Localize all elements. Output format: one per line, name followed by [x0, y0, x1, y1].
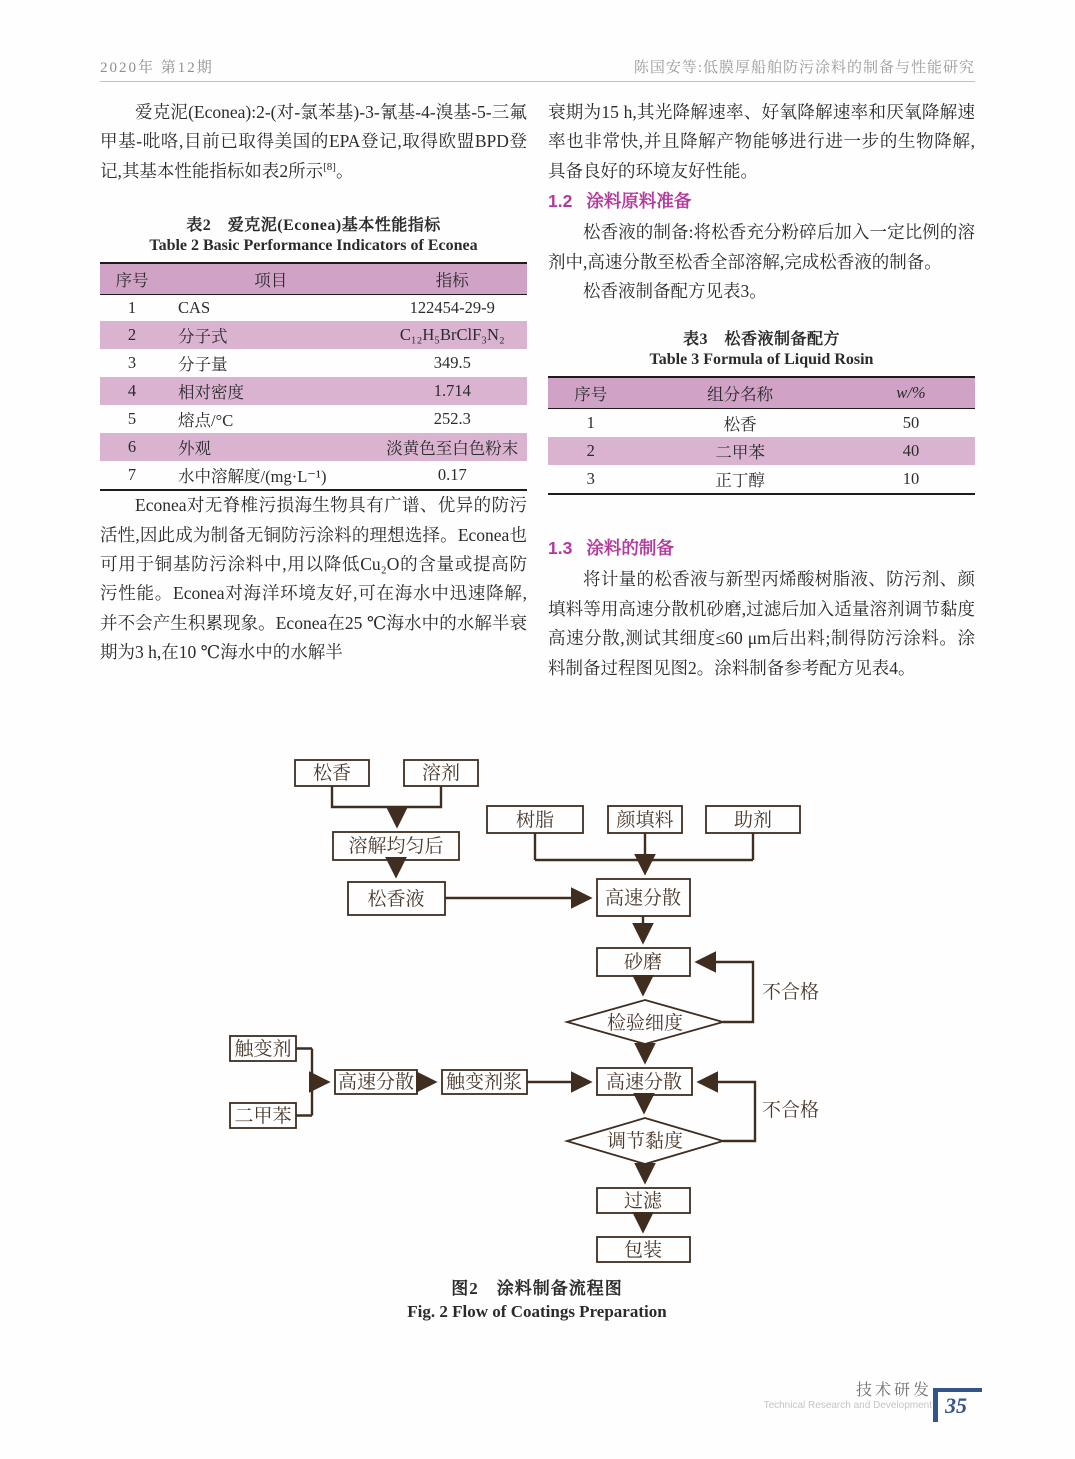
cell: 2	[586, 441, 595, 461]
cell: 349.5	[433, 353, 471, 373]
table2-caption-en: Table 2 Basic Performance Indicators of Econea	[149, 237, 478, 255]
cell: 松香	[723, 415, 757, 435]
cell: 正丁醇	[715, 471, 765, 491]
section-number: 1.2	[548, 191, 573, 212]
table-row	[100, 405, 527, 433]
node-label: 调节黏度	[606, 1131, 684, 1152]
figure2-caption	[287, 1274, 787, 1322]
node-label: 过滤	[623, 1191, 663, 1212]
col-header: 序号	[100, 263, 164, 295]
cell: C₁₂H₅BrClF₃N₂	[399, 325, 505, 345]
fail-label: 不合格	[762, 982, 820, 1003]
cell: 50	[902, 413, 920, 433]
cell: 40	[902, 441, 920, 461]
table-header-row	[548, 377, 975, 409]
table-row	[100, 377, 527, 405]
col-header: 序号	[548, 377, 633, 409]
node-label: 高速分散	[605, 1072, 683, 1093]
node-label: 高速分散	[337, 1072, 415, 1093]
table-row	[548, 409, 975, 438]
connector-rosin-solvent	[332, 786, 441, 807]
cell: 1	[127, 298, 137, 318]
cell: 3	[586, 469, 595, 489]
node-label: 溶解均匀后	[348, 836, 444, 857]
table2-caption-cn: 表2 爱克泥(Econea)基本性能指标	[186, 217, 441, 235]
node-label: 颜填料	[616, 810, 674, 831]
paragraph-rosin-liquid: 松香液的制备:将松香充分粉碎后加入一定比例的溶剂中,高速分散至松香全部溶解,完成松香液的制备。	[548, 222, 975, 272]
paragraph-coating-prep: 将计量的松香液与新型丙烯酸树脂液、防污剂、颜填料等用高速分散机砂磨,过滤后加入适量溶剂调节黏度高速分散,测试其细度≤60 μm后出料;制得防污涂料。涂料制备过程图见图2。涂料制备参考配方见表4。	[548, 569, 975, 678]
col-header: w/%	[847, 377, 975, 409]
paragraph-econea-intro	[100, 98, 527, 186]
node-label: 砂磨	[623, 952, 663, 973]
connector-thixo-xylene	[296, 1049, 312, 1116]
table-row	[100, 461, 527, 490]
cell: 0.17	[437, 465, 467, 485]
paragraph-degradation: 衰期为15 h,其光降解速率、好氧降解速率和厌氧降解速率也非常快,并且降解产物能够进行进一步的生物降解,具备良好的环境友好性能。	[548, 102, 975, 181]
footer-section-label-en: Technical Research and Development	[763, 1400, 932, 1411]
node-label: 包装	[623, 1240, 663, 1261]
feedback-loop-viscosity	[700, 1082, 755, 1141]
table3-caption-en: Table 3 Formula of Liquid Rosin	[649, 351, 874, 369]
node-label: 触变剂	[234, 1039, 292, 1060]
journal-issue: 2020年 第12期	[100, 60, 214, 76]
table-row	[548, 465, 975, 494]
table-row	[100, 295, 527, 322]
cell: 1.714	[433, 381, 471, 401]
section-heading-1-2	[548, 188, 975, 215]
node-label: 检验细度	[606, 1013, 684, 1034]
table-row	[100, 349, 527, 377]
cell: 熔点/°C	[178, 411, 234, 431]
running-title: 陈国安等:低膜厚船舶防污涂料的制备与性能研究	[633, 60, 975, 76]
node-label: 松香液	[367, 889, 425, 910]
table-econea-indicators	[100, 262, 527, 491]
cell: 淡黄色至白色粉末	[386, 439, 519, 459]
cell: 分子量	[178, 355, 228, 375]
left-column	[100, 98, 527, 668]
cell: 4	[127, 381, 137, 401]
node-label: 树脂	[515, 810, 555, 831]
figure2-caption-cn: 图2 涂料制备流程图	[451, 1279, 623, 1298]
section-title: 涂料的制备	[586, 538, 674, 559]
paragraph-see-table3: 松香液制备配方见表3。	[583, 281, 767, 302]
node-label: 溶剂	[421, 763, 461, 784]
table3-caption-cn: 表3 松香液制备配方	[682, 331, 840, 349]
col-header: 项目	[164, 263, 378, 295]
right-column	[548, 98, 975, 683]
cell: 外观	[178, 439, 212, 459]
node-label: 助剂	[733, 810, 773, 831]
fail-label: 不合格	[762, 1100, 820, 1121]
table-row	[100, 321, 527, 349]
feedback-loop-fineness	[698, 962, 753, 1022]
cell: CAS	[178, 298, 211, 318]
cell: 3	[127, 353, 137, 373]
cell: 分子式	[178, 327, 228, 347]
node-label: 高速分散	[604, 888, 682, 909]
cell: 二甲苯	[715, 443, 765, 463]
cell: 252.3	[433, 409, 471, 429]
table-rosin-formula	[548, 376, 975, 495]
section-heading-1-3	[548, 535, 975, 562]
page-number: 35	[945, 1393, 967, 1418]
paragraph-text: 。	[335, 160, 354, 181]
cell: 水中溶解度/(mg·L⁻¹)	[178, 467, 327, 487]
col-header: 指标	[378, 263, 527, 295]
cell: 122454-29-9	[409, 298, 495, 318]
node-label: 松香	[312, 763, 352, 784]
section-number: 1.3	[548, 538, 573, 559]
table-header-row	[100, 263, 527, 295]
footer-page-bracket	[933, 1388, 982, 1422]
citation-ref: [8]	[323, 160, 336, 173]
figure2-caption-en: Fig. 2 Flow of Coatings Preparation	[407, 1302, 667, 1321]
cell: 2	[127, 325, 137, 345]
cell: 7	[127, 465, 137, 485]
section-title: 涂料原料准备	[586, 191, 692, 212]
flowchart-coatings-preparation	[0, 752, 1075, 1277]
header-divider	[100, 81, 975, 82]
cell: 1	[586, 413, 595, 433]
col-header: 组分名称	[633, 377, 847, 409]
cell: 相对密度	[178, 383, 245, 403]
paragraph-text: 爱克泥(Econea):2-(对-氯苯基)-3-氰基-4-溴基-5-三氟甲基-吡咯,目前已取得美国的EPA登记,取得欧盟BPD登记,其基本性能指标如表2所示	[100, 102, 527, 181]
cell: 5	[127, 409, 137, 429]
table-row	[548, 437, 975, 465]
node-label: 二甲苯	[234, 1106, 292, 1127]
footer-section-label-cn: 技术研发	[855, 1382, 932, 1399]
connector-resin-pigment-additive	[535, 833, 753, 860]
node-label: 触变剂浆	[445, 1072, 523, 1093]
table-row	[100, 433, 527, 461]
cell: 10	[902, 469, 920, 489]
cell: 6	[127, 437, 137, 457]
paragraph-econea-properties: Econea对无脊椎污损海生物具有广谱、优异的防污活性,因此成为制备无铜防污涂料的理想选择。Econea也可用于铜基防污涂料中,用以降低Cu₂O的含量或提高防污性能。Econea对海洋环境友好,可在海水中迅速降解,并不会产生积累现象。Econea在25 ℃海水中的水解半衰期为3 h,在10 ℃海水中的水解半	[100, 495, 527, 663]
